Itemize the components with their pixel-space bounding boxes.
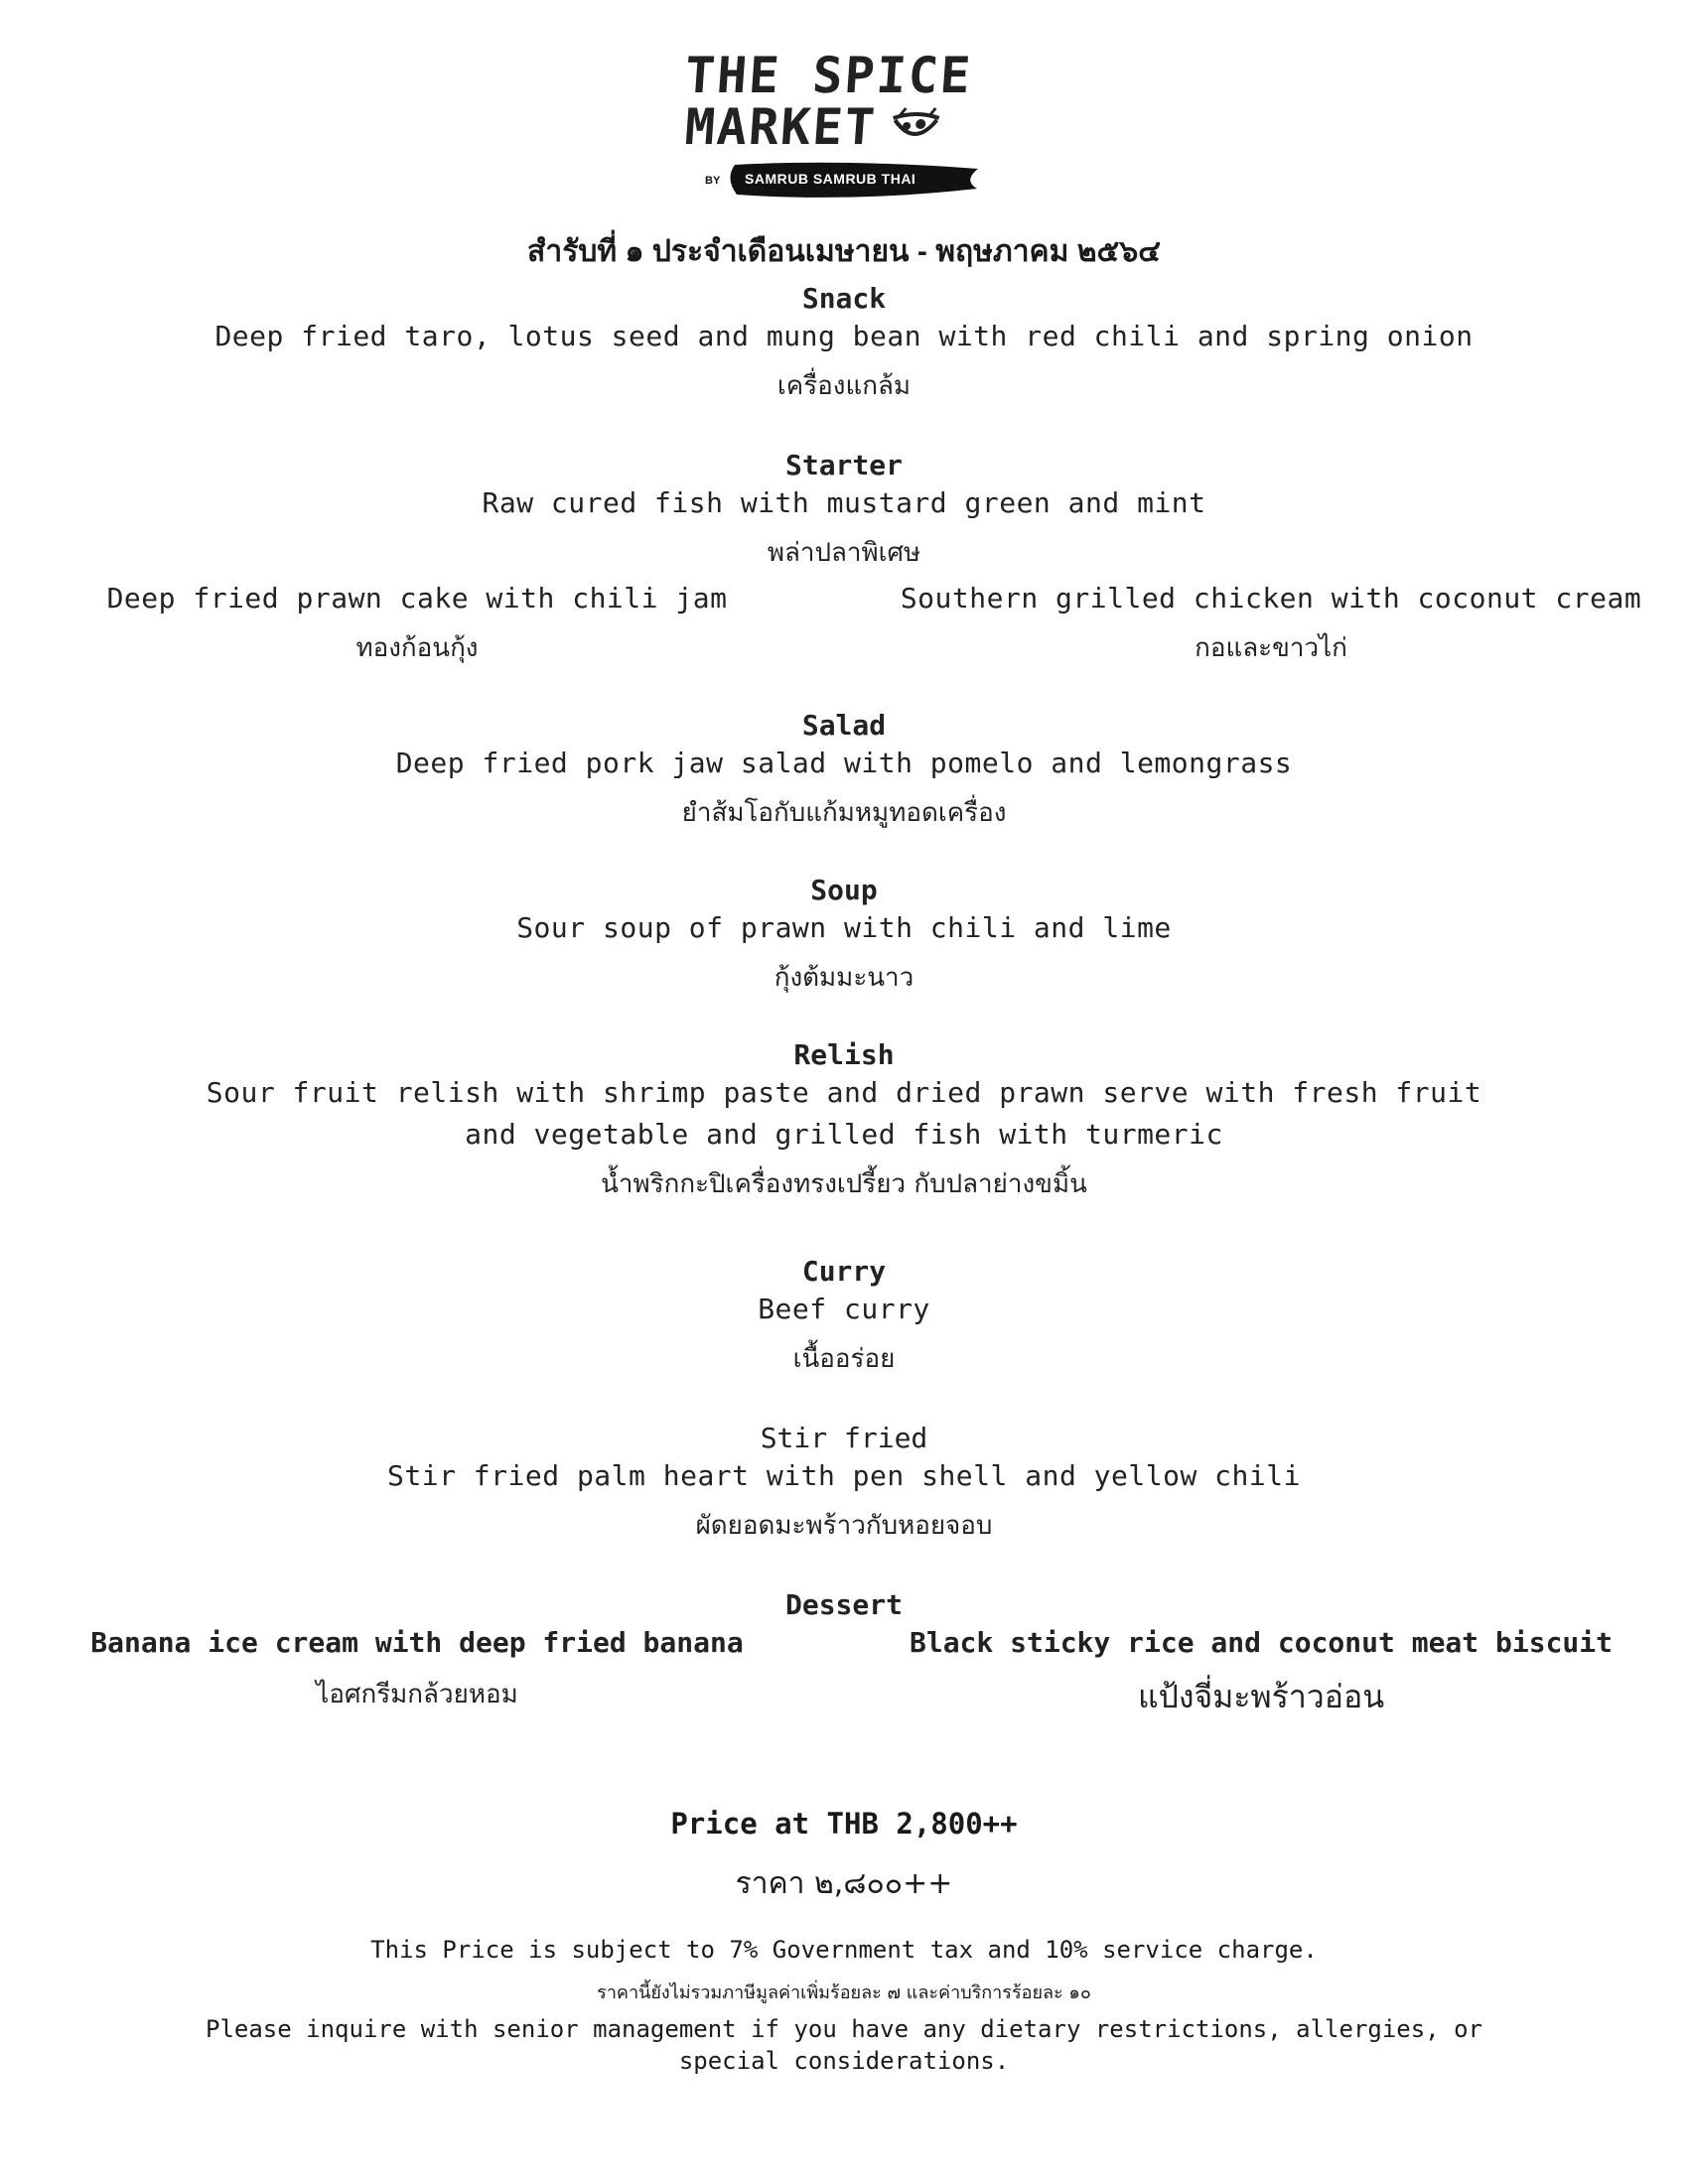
stir-fried-dish: Stir fried palm heart with pen shell and yellow chili — [387, 1459, 1301, 1492]
logo-by: BY — [705, 175, 721, 187]
relish-heading: Relish — [793, 1038, 895, 1071]
menu-title-thai: สำรับที่ ๑ ประจำเดือนเมษายน - พฤษภาคม ๒๕๖๔ — [527, 235, 1161, 268]
tax-note: This Price is subject to 7% Government tax and 10% service charge. — [370, 1936, 1318, 1964]
price-english: Price at THB 2,800++ — [670, 1807, 1018, 1841]
price-thai: ราคา ๒,๘๐๐++ — [735, 1866, 953, 1901]
relish-thai: น้ำพริกกะปิเครื่องทรงเปรี้ยว กับปลาย่างขมิ้น — [601, 1169, 1087, 1199]
starter-thai: พล่าปลาพิเศษ — [767, 538, 921, 568]
salad-thai: ยำส้มโอกับแก้มหมูทอดเครื่อง — [681, 798, 1007, 828]
tax-note-thai: ราคานี้ยังไม่รวมภาษีมูลค่าเพิ่มร้อยละ ๗ และค่าบริการร้อยละ ๑๐ — [597, 1982, 1091, 2003]
snack-dish: Deep fried taro, lotus seed and mung bean with red chili and spring onion — [214, 320, 1474, 352]
snack-thai: เครื่องแกล้ม — [776, 371, 912, 401]
logo-line-1: THE SPICE — [682, 47, 974, 104]
dessert-left-dish: Banana ice cream with deep fried banana — [90, 1626, 744, 1659]
relish-dish-line-1: Sour fruit relish with shrimp paste and dried prawn serve with fresh fruit — [206, 1076, 1482, 1109]
curry-thai: เนื้ออร่อย — [792, 1344, 896, 1374]
logo-line-2: MARKET — [682, 98, 879, 156]
dessert-right-thai: แป้งจี่มะพร้าวอ่อน — [1137, 1678, 1385, 1715]
bowl-icon — [887, 101, 944, 153]
soup-dish: Sour soup of prawn with chili and lime — [516, 911, 1172, 944]
starter-left-thai: ทองก้อนกุ้ง — [355, 633, 479, 663]
relish-dish-line-2: and vegetable and grilled fish with turmeric — [465, 1118, 1223, 1151]
salad-heading: Salad — [801, 709, 887, 742]
dietary-note-line-2: special considerations. — [678, 2047, 1010, 2075]
starter-heading: Starter — [784, 449, 903, 481]
stir-fried-heading: Stir fried — [760, 1422, 928, 1454]
starter-right-thai: กอและขาวไก่ — [1195, 633, 1347, 663]
snack-heading: Snack — [801, 282, 887, 315]
dessert-left-thai: ไอศกรีมกล้วยหอม — [316, 1680, 518, 1709]
starter-dish: Raw cured fish with mustard green and mint — [482, 486, 1206, 519]
curry-dish: Beef curry — [758, 1293, 930, 1325]
starter-right-dish: Southern grilled chicken with coconut cream — [900, 582, 1642, 614]
stir-fried-thai: ผัดยอดมะพร้าวกับหอยจอบ — [695, 1511, 993, 1541]
starter-left-dish: Deep fried prawn cake with chili jam — [106, 582, 728, 614]
soup-heading: Soup — [810, 874, 878, 906]
dietary-note-line-1: Please inquire with senior management if you have any dietary restrictions, allergies, or — [206, 2015, 1482, 2043]
restaurant-logo — [682, 47, 1003, 208]
soup-thai: กุ้งต้มมะนาว — [774, 963, 914, 993]
dessert-heading: Dessert — [784, 1588, 903, 1621]
curry-heading: Curry — [801, 1255, 887, 1288]
dessert-right-dish: Black sticky rice and coconut meat biscuit — [909, 1626, 1613, 1659]
logo-banner-text: SAMRUB SAMRUB THAI — [745, 171, 916, 187]
salad-dish: Deep fried pork jaw salad with pomelo and lemongrass — [395, 747, 1293, 779]
